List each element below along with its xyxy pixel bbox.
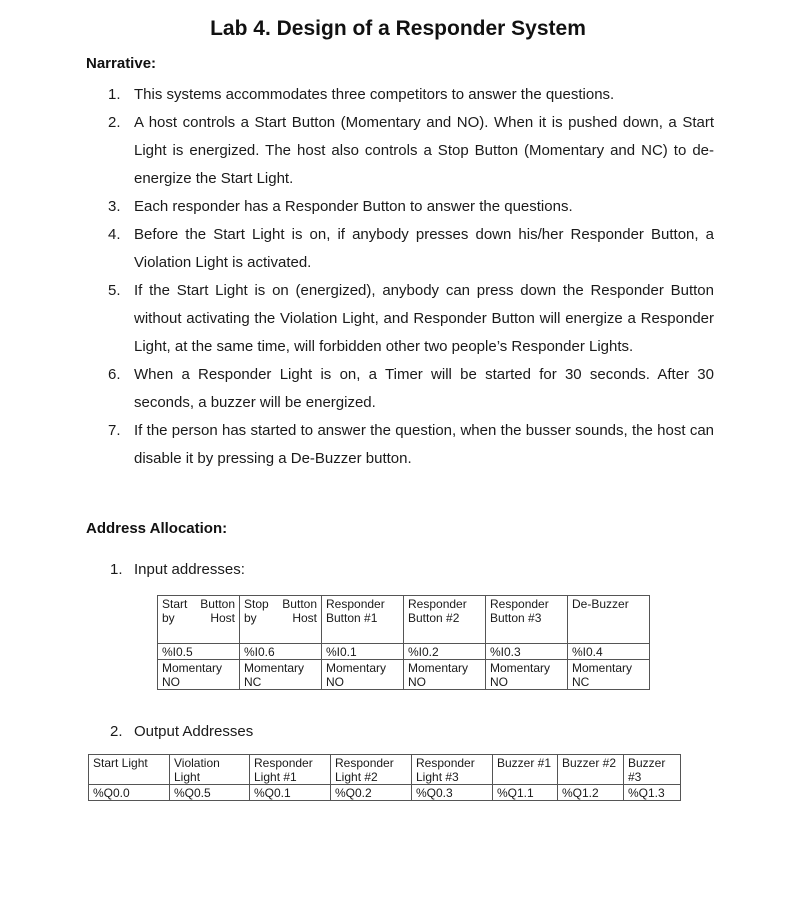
table-cell: %Q1.3 bbox=[624, 785, 681, 801]
item-text: A host controls a Start Button (Momentary and NO). When it is pushed down, a Start Light is energized. The host also controls a Stop Button (Momentary and NC) to de-energize the Start Light. bbox=[134, 114, 714, 187]
narrative-list bbox=[108, 81, 714, 473]
table-cell: %Q0.1 bbox=[250, 785, 331, 801]
table-cell: Responder Light #2 bbox=[331, 755, 412, 785]
item-number: 4. bbox=[108, 226, 121, 243]
narrative-item bbox=[108, 221, 714, 277]
narrative-heading: Narrative: bbox=[86, 55, 157, 72]
item-number: 1. bbox=[110, 561, 123, 578]
item-number: 2. bbox=[108, 114, 121, 131]
item-number: 1. bbox=[108, 86, 121, 103]
input-addresses-label bbox=[110, 561, 245, 578]
table-cell: %I0.4 bbox=[568, 644, 650, 660]
table-cell: %I0.3 bbox=[486, 644, 568, 660]
narrative-item bbox=[108, 277, 714, 361]
item-text: Input addresses: bbox=[134, 561, 245, 578]
output-addresses-label bbox=[110, 723, 253, 740]
table-cell: %Q1.2 bbox=[558, 785, 624, 801]
table-cell: Responder Button #2 bbox=[404, 596, 486, 644]
table-cell: Responder Light #3 bbox=[412, 755, 493, 785]
item-text: Each responder has a Responder Button to answer the questions. bbox=[134, 198, 573, 215]
table-cell: %Q0.3 bbox=[412, 785, 493, 801]
table-cell: Buzzer #3 bbox=[624, 755, 681, 785]
table-cell: Buzzer #1 bbox=[493, 755, 558, 785]
table-cell: %I0.6 bbox=[240, 644, 322, 660]
page-title: Lab 4. Design of a Responder System bbox=[210, 17, 586, 40]
item-number: 7. bbox=[108, 422, 121, 439]
table-cell: De-Buzzer bbox=[568, 596, 650, 644]
table-cell: Start Button by Host bbox=[158, 596, 240, 644]
item-text: This systems accommodates three competitors to answer the questions. bbox=[134, 86, 615, 103]
table-cell: %I0.5 bbox=[158, 644, 240, 660]
item-text: Output Addresses bbox=[134, 723, 254, 740]
item-number: 5. bbox=[108, 282, 121, 299]
table-cell: %Q0.0 bbox=[89, 785, 170, 801]
table-cell: %Q0.5 bbox=[170, 785, 250, 801]
item-text: When a Responder Light is on, a Timer will be started for 30 seconds. After 30 seconds, a buzzer will be energized. bbox=[134, 366, 714, 411]
table-cell: Start Light bbox=[89, 755, 170, 785]
narrative-item bbox=[108, 417, 714, 473]
table-row bbox=[158, 660, 650, 690]
table-row bbox=[89, 785, 681, 801]
table-cell: %I0.2 bbox=[404, 644, 486, 660]
table-cell: %I0.1 bbox=[322, 644, 404, 660]
table-cell: Momentary NC bbox=[240, 660, 322, 690]
narrative-item bbox=[108, 109, 714, 193]
table-cell: Buzzer #2 bbox=[558, 755, 624, 785]
input-address-table bbox=[157, 595, 650, 690]
table-cell: Momentary NO bbox=[322, 660, 404, 690]
address-allocation-heading: Address Allocation: bbox=[86, 520, 228, 537]
item-number: 6. bbox=[108, 366, 121, 383]
narrative-item bbox=[108, 361, 714, 417]
table-cell: Momentary NO bbox=[486, 660, 568, 690]
table-cell: Momentary NO bbox=[158, 660, 240, 690]
table-cell: %Q1.1 bbox=[493, 785, 558, 801]
table-cell: Violation Light bbox=[170, 755, 250, 785]
item-number: 3. bbox=[108, 198, 121, 215]
table-cell: Stop Button by Host bbox=[240, 596, 322, 644]
table-cell: Momentary NC bbox=[568, 660, 650, 690]
table-cell: Responder Button #3 bbox=[486, 596, 568, 644]
item-text: If the person has started to answer the question, when the busser sounds, the host can disable it by pressing a De-Buzzer button. bbox=[134, 422, 714, 467]
item-number: 2. bbox=[110, 723, 123, 740]
table-row bbox=[89, 755, 681, 785]
table-cell: Responder Button #1 bbox=[322, 596, 404, 644]
table-cell: Momentary NO bbox=[404, 660, 486, 690]
item-text: If the Start Light is on (energized), anybody can press down the Responder Button without activating the Violation Light, and Responder Button will energize a Responder Light, at the same time, will forbidden other two people’s Responder Lights. bbox=[134, 282, 714, 355]
output-address-table bbox=[88, 754, 681, 801]
narrative-item bbox=[108, 81, 714, 109]
narrative-item bbox=[108, 193, 714, 221]
table-cell: %Q0.2 bbox=[331, 785, 412, 801]
table-row bbox=[158, 596, 650, 644]
table-row bbox=[158, 644, 650, 660]
item-text: Before the Start Light is on, if anybody presses down his/her Responder Button, a Violation Light is activated. bbox=[134, 226, 714, 271]
table-cell: Responder Light #1 bbox=[250, 755, 331, 785]
